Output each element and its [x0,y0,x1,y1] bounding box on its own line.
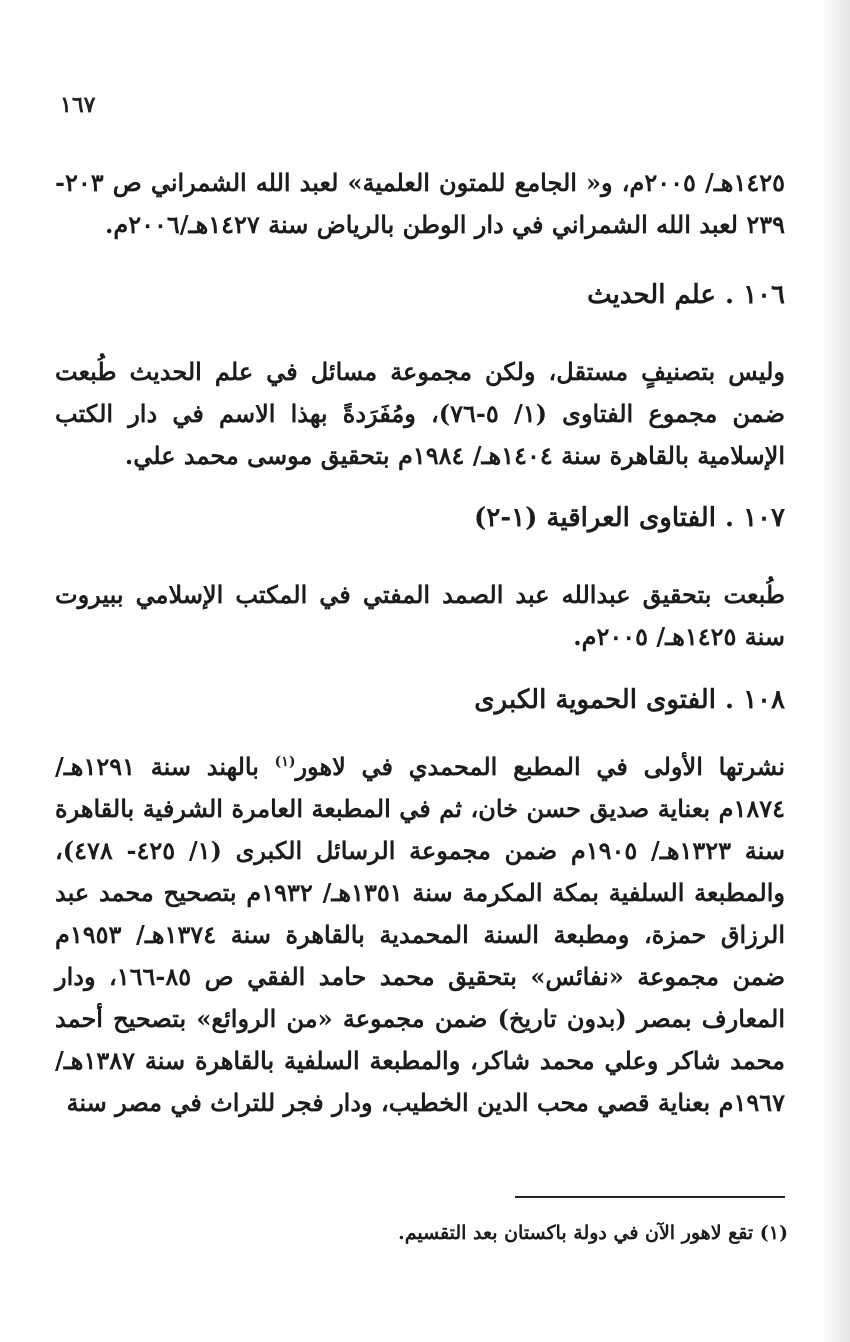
paragraph-continuation [55,162,785,246]
section-body-108 [55,746,785,1124]
section-title-106: ١٠٦ . علم الحديث [587,280,785,310]
section-body-107 [55,574,785,658]
paragraph-text: ١٤٢٥هـ/ ٢٠٠٥م، و« الجامع للمتون العلمية» لعبد الله الشمراني ص ٢٠٣- ٢٣٩ لعبد الله الشمراني في دار الوطن بالرياض سنة ١٤٢٧هـ/٢٠٠٦م. [55,168,786,239]
footnote-reference[interactable]: (١) [274,754,296,770]
paragraph-text: وليس بتصنيفٍ مستقل، ولكن مجموعة مسائل في علم الحديث طُبعت ضمن مجموع الفتاوى (١/ ٥-٧٦)، ومُفَرَدةً بهذا الاسم في دار الكتب الإسلامية بالقاهرة سنة ١٤٠٤هـ/ ١٩٨٤م بتحقيق موسى محمد علي. [55,357,786,470]
paragraph-text: طُبعت بتحقيق عبدالله عبد الصمد المفتي في المكتب الإسلامي ببيروت سنة ١٤٢٥هـ/ ٢٠٠٥م. [55,580,786,651]
section-body-106 [55,351,785,478]
section-title-108: ١٠٨ . الفتوى الحموية الكبرى [474,685,785,715]
paragraph-text [55,746,785,1124]
page-edge-shadow [824,0,850,1342]
body-start: نشرتها الأولى في المطبع المحمدي في لاهور [295,752,785,781]
footnote-divider [515,1196,785,1198]
footnote: (١) تقع لاهور الآن في دولة باكستان بعد التقسيم. [398,1222,788,1244]
body-rest: بالهند سنة ١٢٩١هـ/ ١٨٧٤م بعناية صديق حسن خان، ثم في المطبعة العامرة الشرفية بالقاهرة سنة ١٣٢٣هـ/ ١٩٠٥م ضمن مجموعة الرسائل الكبرى (١/ ٤٢٥- ٤٧٨)، والمطبعة السلفية بمكة المكرمة سنة ١٣٥١هـ/ ١٩٣٢م بتصحيح محمد عبد الرزاق حمزة، ومطبعة السنة المحمدية بالقاهرة سنة ١٣٧٤هـ/ ١٩٥٣م ضمن مجموعة «نفائس» بتحقيق محمد حامد الفقي ص ٨٥-١٦٦، ودار المعارف بمصر (بدون تاريخ) ضمن مجموعة «من الروائع» بتصحيح أحمد محمد شاكر وعلي محمد شاكر، والمطبعة السلفية بالقاهرة سنة ١٣٨٧هـ/ ١٩٦٧م بعناية قصي محب الدين الخطيب، ودار فجر للتراث في مصر سنة [55,752,786,1117]
section-title-107: ١٠٧ . الفتاوى العراقية (١-٢) [474,503,785,533]
page-number: ١٦٧ [60,92,96,118]
